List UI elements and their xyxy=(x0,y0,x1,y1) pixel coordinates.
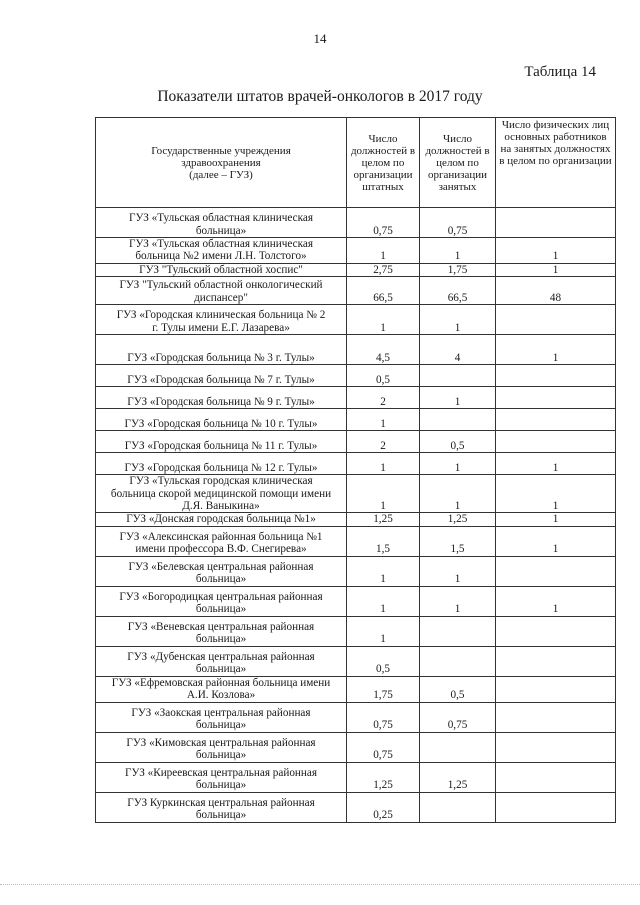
org-name-cell xyxy=(96,762,347,792)
occupied-positions-cell xyxy=(420,475,496,513)
individuals-cell xyxy=(496,431,616,453)
org-name-line: больница» xyxy=(195,749,247,762)
staff-positions-cell-value: 0,75 xyxy=(373,749,393,762)
staff-positions-cell xyxy=(347,238,420,264)
occupied-positions-cell xyxy=(420,646,496,676)
header-org-line-2: здравоохранения xyxy=(181,156,261,169)
org-name-line: ГУЗ «Ефремовская районная больница имени xyxy=(111,676,331,689)
org-name-line: имени профессора В.Ф. Снегирева» xyxy=(135,543,307,556)
org-name-line: больница» xyxy=(195,633,247,646)
occupied-positions-cell xyxy=(420,263,496,276)
table-row xyxy=(96,556,616,586)
staff-positions-cell xyxy=(347,526,420,556)
individuals-cell xyxy=(496,702,616,732)
staff-positions-cell-value: 0,25 xyxy=(373,809,393,822)
occupied-positions-cell xyxy=(420,586,496,616)
org-name-cell xyxy=(96,238,347,264)
staff-positions-cell xyxy=(347,335,420,365)
individuals-cell xyxy=(496,238,616,264)
staff-positions-cell-value: 1 xyxy=(380,633,386,646)
individuals-cell xyxy=(496,277,616,305)
org-name-line: больница» xyxy=(195,603,247,616)
individuals-cell xyxy=(496,475,616,513)
individuals-cell xyxy=(496,676,616,702)
individuals-cell-value: 48 xyxy=(549,291,562,304)
org-name-cell xyxy=(96,453,347,475)
header-org-line-1: Государственные учреждения xyxy=(151,144,291,157)
occupied-positions-cell-value: 1 xyxy=(454,250,461,263)
org-name-cell xyxy=(96,702,347,732)
occupied-positions-cell-value: 4 xyxy=(454,351,461,364)
org-name-line: ГУЗ «Белевская центральная районная xyxy=(128,561,314,574)
org-name-line: больница №2 имени Л.Н. Толстого» xyxy=(135,250,307,263)
table-row xyxy=(96,702,616,732)
org-name-line: ГУЗ "Тульский областной онкологический xyxy=(119,279,323,292)
page-number: 14 xyxy=(313,31,327,46)
org-name-line: ГУЗ «Дубенская центральная районная xyxy=(127,651,315,664)
org-name-line: ГУЗ «Богородицкая центральная районная xyxy=(119,591,323,604)
org-name-line: ГУЗ «Городская клиническая больница № 2 xyxy=(116,309,326,322)
staff-positions-cell xyxy=(347,305,420,335)
org-name-line: А.И. Козлова» xyxy=(186,689,256,702)
occupied-positions-cell-value: 1,75 xyxy=(447,263,468,276)
individuals-cell-value: 1 xyxy=(552,351,559,364)
individuals-cell-value: 1 xyxy=(552,603,559,616)
staff-positions-cell-value: 0,75 xyxy=(373,719,393,732)
staff-positions-cell-value: 4,5 xyxy=(376,351,390,364)
occupied-positions-cell-value: 1 xyxy=(454,461,461,474)
org-name-line: г. Тулы имени Е.Г. Лазарева» xyxy=(152,321,290,334)
individuals-cell xyxy=(496,732,616,762)
individuals-cell xyxy=(496,453,616,475)
occupied-positions-cell xyxy=(420,616,496,646)
individuals-cell xyxy=(496,409,616,431)
staff-positions-cell xyxy=(347,732,420,762)
org-name-cell xyxy=(96,526,347,556)
table-row xyxy=(96,646,616,676)
occupied-positions-cell-value: 1 xyxy=(454,500,461,513)
staff-positions-cell-value: 1 xyxy=(380,417,386,430)
staff-positions-cell-value: 1,25 xyxy=(373,779,393,792)
org-name-line: больница» xyxy=(195,779,247,792)
staff-positions-cell xyxy=(347,365,420,387)
header-individuals: Число физических лиц основных работников на занятых должностях в целом по организации xyxy=(496,118,616,208)
org-name-line: ГУЗ "Тульский областной хоспис" xyxy=(139,263,303,276)
header-staff-positions: Число должностей в целом по организации штатных xyxy=(347,118,420,208)
occupied-positions-cell xyxy=(420,335,496,365)
org-name-line: Д.Я. Ваныкина» xyxy=(182,500,260,513)
individuals-cell-value: 1 xyxy=(552,461,559,474)
header-occupied-positions: Число должностей в целом по организации занятых xyxy=(420,118,496,208)
occupied-positions-cell xyxy=(420,305,496,335)
occupied-positions-cell-value: 1 xyxy=(454,321,461,334)
occupied-positions-cell-value: 1 xyxy=(454,573,461,586)
staff-positions-cell xyxy=(347,263,420,276)
staff-positions-cell-value: 1,75 xyxy=(373,689,393,702)
table-header-row xyxy=(96,118,616,208)
org-name-line: ГУЗ «Веневская центральная районная xyxy=(127,621,315,634)
occupied-positions-cell-value: 0,75 xyxy=(447,224,468,237)
occupied-positions-cell xyxy=(420,431,496,453)
header-org-line-3: (далее – ГУЗ) xyxy=(189,168,253,181)
table-row xyxy=(96,453,616,475)
org-name-cell xyxy=(96,616,347,646)
occupied-positions-cell-value: 0,5 xyxy=(450,689,465,702)
org-name-cell xyxy=(96,792,347,822)
table-row xyxy=(96,513,616,526)
org-name-line: диспансер" xyxy=(194,291,248,304)
occupied-positions-cell xyxy=(420,277,496,305)
staff-positions-cell xyxy=(347,387,420,409)
org-name-line: ГУЗ «Кимовская центральная районная xyxy=(126,736,316,749)
org-name-cell xyxy=(96,208,347,238)
individuals-cell xyxy=(496,762,616,792)
table-label: Таблица 14 xyxy=(524,64,596,80)
org-name-line: больница» xyxy=(195,719,247,732)
occupied-positions-cell-value: 66,5 xyxy=(447,291,468,304)
org-name-line: ГУЗ «Городская больница № 3 г. Тулы» xyxy=(127,351,315,364)
staff-positions-cell-value: 0,5 xyxy=(376,663,390,676)
individuals-cell xyxy=(496,208,616,238)
occupied-positions-cell xyxy=(420,513,496,526)
org-name-cell xyxy=(96,586,347,616)
org-name-cell xyxy=(96,387,347,409)
org-name-cell xyxy=(96,556,347,586)
table-row xyxy=(96,263,616,276)
staff-positions-cell-value: 1 xyxy=(380,500,386,513)
occupied-positions-cell xyxy=(420,702,496,732)
staff-positions-cell xyxy=(347,616,420,646)
table-row xyxy=(96,762,616,792)
table-row xyxy=(96,387,616,409)
individuals-cell-value: 1 xyxy=(552,263,559,276)
org-name-line: ГУЗ «Тульская областная клиническая xyxy=(129,238,313,250)
individuals-cell xyxy=(496,263,616,276)
occupied-positions-cell-value: 0,5 xyxy=(450,439,465,452)
individuals-cell xyxy=(496,305,616,335)
occupied-positions-cell xyxy=(420,762,496,792)
staff-positions-cell-value: 0,75 xyxy=(373,224,393,237)
staff-positions-cell xyxy=(347,792,420,822)
org-name-cell xyxy=(96,409,347,431)
occupied-positions-cell-value: 1,25 xyxy=(447,513,468,526)
staff-positions-cell-value: 1 xyxy=(380,461,386,474)
individuals-cell-value: 1 xyxy=(552,500,559,513)
staff-positions-cell-value: 1 xyxy=(380,250,386,263)
staff-positions-cell xyxy=(347,208,420,238)
table-row xyxy=(96,409,616,431)
staff-positions-cell-value: 1,25 xyxy=(373,513,393,526)
org-name-cell xyxy=(96,513,347,526)
org-name-line: больница» xyxy=(195,224,247,237)
occupied-positions-cell xyxy=(420,208,496,238)
individuals-cell-value: 1 xyxy=(552,543,559,556)
occupied-positions-cell xyxy=(420,238,496,264)
individuals-cell xyxy=(496,513,616,526)
org-name-line: ГУЗ «Городская больница № 12 г. Тулы» xyxy=(124,461,318,474)
table-row xyxy=(96,616,616,646)
org-name-line: больница скорой медицинской помощи имени xyxy=(110,487,332,500)
individuals-cell-value: 1 xyxy=(552,513,559,526)
org-name-cell xyxy=(96,305,347,335)
org-name-line: ГУЗ «Городская больница № 11 г. Тулы» xyxy=(124,439,318,452)
occupied-positions-cell xyxy=(420,526,496,556)
table-row xyxy=(96,431,616,453)
individuals-cell xyxy=(496,335,616,365)
table-row xyxy=(96,586,616,616)
staff-positions-cell-value: 2,75 xyxy=(373,263,393,276)
individuals-cell xyxy=(496,646,616,676)
staff-table xyxy=(95,117,616,823)
staff-positions-cell xyxy=(347,586,420,616)
org-name-line: больница» xyxy=(195,663,247,676)
staff-positions-cell xyxy=(347,453,420,475)
staff-positions-cell xyxy=(347,277,420,305)
org-name-line: больница» xyxy=(195,809,247,822)
table-row xyxy=(96,676,616,702)
org-name-line: ГУЗ «Тульская областная клиническая xyxy=(129,212,313,225)
occupied-positions-cell xyxy=(420,409,496,431)
table-row xyxy=(96,305,616,335)
staff-positions-cell xyxy=(347,475,420,513)
occupied-positions-cell xyxy=(420,556,496,586)
individuals-cell xyxy=(496,586,616,616)
org-name-line: ГУЗ «Тульская городская клиническая xyxy=(129,475,313,488)
staff-positions-cell-value: 1,5 xyxy=(376,543,390,556)
individuals-cell xyxy=(496,387,616,409)
org-name-line: ГУЗ «Городская больница № 7 г. Тулы» xyxy=(127,373,315,386)
individuals-cell-value: 1 xyxy=(552,250,559,263)
staff-positions-cell xyxy=(347,646,420,676)
individuals-cell xyxy=(496,365,616,387)
scan-artifact-line xyxy=(0,884,640,887)
occupied-positions-cell-value: 1,5 xyxy=(450,543,465,556)
staff-positions-cell xyxy=(347,702,420,732)
table-row xyxy=(96,732,616,762)
org-name-cell xyxy=(96,431,347,453)
org-name-line: ГУЗ «Городская больница № 10 г. Тулы» xyxy=(124,417,318,430)
staff-positions-cell xyxy=(347,409,420,431)
table-row xyxy=(96,365,616,387)
staff-positions-cell-value: 0,5 xyxy=(376,373,390,386)
table-row xyxy=(96,277,616,305)
individuals-cell xyxy=(496,556,616,586)
occupied-positions-cell-value: 1 xyxy=(454,395,461,408)
occupied-positions-cell xyxy=(420,365,496,387)
occupied-positions-cell-value: 1,25 xyxy=(447,779,468,792)
org-name-line: ГУЗ Куркинская центральная районная xyxy=(127,796,315,809)
org-name-cell xyxy=(96,365,347,387)
table-row xyxy=(96,238,616,264)
table-row xyxy=(96,475,616,513)
org-name-cell xyxy=(96,732,347,762)
occupied-positions-cell xyxy=(420,387,496,409)
staff-positions-cell-value: 2 xyxy=(380,439,386,452)
org-name-cell xyxy=(96,646,347,676)
staff-positions-cell-value: 66,5 xyxy=(373,291,393,304)
staff-positions-cell-value: 2 xyxy=(380,395,386,408)
occupied-positions-cell xyxy=(420,792,496,822)
staff-positions-cell xyxy=(347,762,420,792)
header-org xyxy=(96,118,347,208)
table-row xyxy=(96,792,616,822)
org-name-line: ГУЗ «Донская городская больница №1» xyxy=(126,513,316,526)
org-name-line: ГУЗ «Городская больница № 9 г. Тулы» xyxy=(127,395,315,408)
table-body xyxy=(96,208,616,823)
table-row xyxy=(96,208,616,238)
occupied-positions-cell xyxy=(420,676,496,702)
table-row xyxy=(96,335,616,365)
org-name-line: ГУЗ «Киреевская центральная районная xyxy=(125,766,317,779)
org-name-cell xyxy=(96,335,347,365)
org-name-line: ГУЗ «Заокская центральная районная xyxy=(131,706,311,719)
individuals-cell xyxy=(496,526,616,556)
staff-positions-cell xyxy=(347,676,420,702)
org-name-cell xyxy=(96,475,347,513)
staff-positions-cell xyxy=(347,556,420,586)
org-name-cell xyxy=(96,263,347,276)
occupied-positions-cell xyxy=(420,453,496,475)
org-name-cell xyxy=(96,676,347,702)
org-name-line: больница» xyxy=(195,573,247,586)
individuals-cell xyxy=(496,616,616,646)
staff-positions-cell xyxy=(347,431,420,453)
staff-positions-cell-value: 1 xyxy=(380,603,386,616)
org-name-line: ГУЗ «Алексинская районная больница №1 xyxy=(119,531,323,544)
table-row xyxy=(96,526,616,556)
occupied-positions-cell xyxy=(420,732,496,762)
org-name-cell xyxy=(96,277,347,305)
occupied-positions-cell-value: 0,75 xyxy=(447,719,468,732)
occupied-positions-cell-value: 1 xyxy=(454,603,461,616)
staff-positions-cell-value: 1 xyxy=(380,573,386,586)
individuals-cell xyxy=(496,792,616,822)
document-title: Показатели штатов врачей-онкологов в 2017 году xyxy=(157,88,483,105)
staff-positions-cell xyxy=(347,513,420,526)
staff-positions-cell-value: 1 xyxy=(380,321,386,334)
